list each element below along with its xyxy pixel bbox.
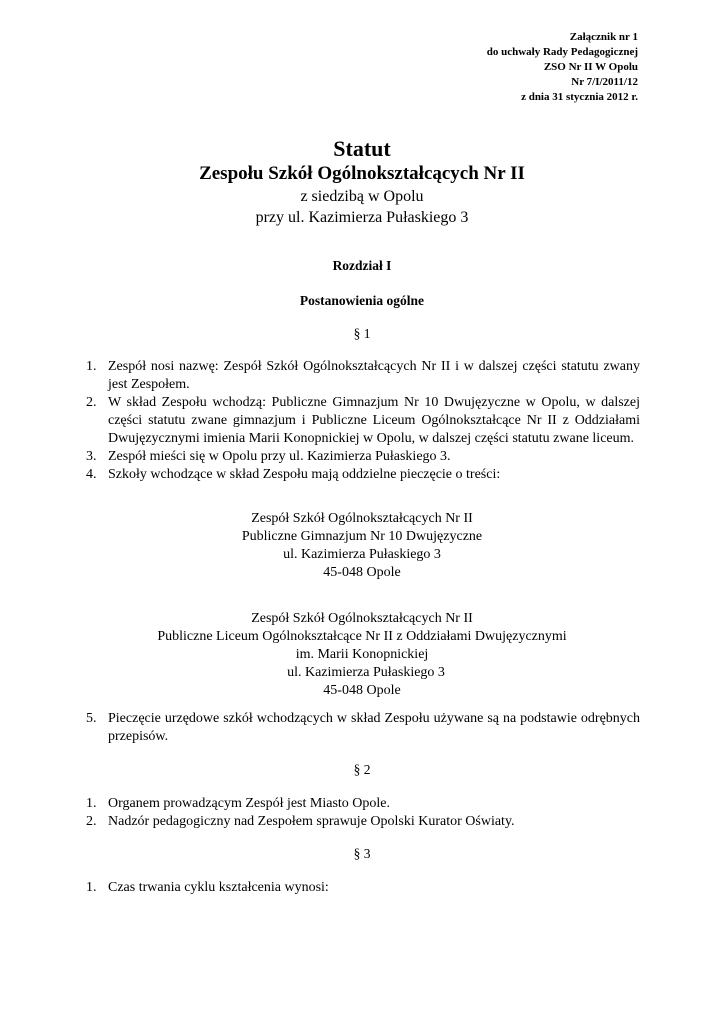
list-item (86, 879, 640, 897)
stamp-liceum (0, 610, 724, 700)
title-seat: z siedzibą w Opolu (300, 188, 424, 205)
item-text: Pieczęcie urzędowe szkół wchodzących w skład Zespołu używane są na podstawie odrębnych przepisów. (108, 711, 640, 744)
chapter-name: Postanowienia ogólne (299, 293, 425, 308)
item-number: 3. (86, 449, 97, 464)
item-text: Szkoły wchodzące w skład Zespołu mają oddzielne pieczęcie o treści: (108, 467, 501, 482)
stamp-line: ul. Kazimierza Pułaskiego 3 (287, 665, 445, 680)
section3-list (86, 879, 640, 897)
section2-list (86, 795, 640, 831)
item-number: 4. (86, 467, 97, 482)
item-number: 2. (86, 395, 97, 410)
item-text: Nadzór pedagogiczny nad Zespołem sprawuje Opolski Kurator Oświaty. (108, 814, 515, 829)
list-item (86, 795, 640, 813)
section-heading: § 3 (353, 846, 371, 861)
attachment-line: do uchwały Rady Pedagogicznej (486, 46, 638, 58)
attachment-line: Załącznik nr 1 (569, 31, 638, 43)
attachment-line: ZSO Nr II W Opolu (543, 61, 638, 73)
item-text: Czas trwania cyklu kształcenia wynosi: (108, 880, 329, 895)
section-heading: § 1 (353, 326, 371, 341)
section1-list (86, 358, 640, 484)
stamp-line: Zespół Szkół Ogólnokształcących Nr II (251, 611, 473, 626)
document-subtitle: Zespołu Szkół Ogólnokształcących Nr II (199, 163, 525, 184)
item-text: Zespół mieści się w Opolu przy ul. Kazimierza Pułaskiego 3. (108, 449, 451, 464)
stamp-line: 45-048 Opole (323, 565, 401, 580)
stamp-line: ul. Kazimierza Pułaskiego 3 (283, 547, 441, 562)
list-item (86, 358, 640, 394)
attachment-line: z dnia 31 stycznia 2012 r. (521, 91, 638, 103)
list-item (86, 710, 640, 746)
list-item (86, 466, 640, 484)
document-title: Statut (333, 136, 391, 161)
stamp-line: Publiczne Liceum Ogólnokształcące Nr II z Oddziałami Dwujęzycznymi (157, 629, 567, 644)
stamp-line: Publiczne Gimnazjum Nr 10 Dwujęzyczne (241, 529, 483, 544)
item-number: 1. (86, 359, 97, 374)
item-number: 5. (86, 711, 97, 726)
stamp-gimnazjum (0, 510, 724, 582)
item-text: Organem prowadzącym Zespół jest Miasto Opole. (108, 796, 391, 811)
item-text: Zespół nosi nazwę: Zespół Szkół Ogólnokształcących Nr II i w dalszej części statutu zwany jest Zespołem. (108, 359, 640, 392)
list-item (86, 394, 640, 448)
stamp-line: 45-048 Opole (323, 683, 401, 698)
title-block (0, 136, 724, 228)
stamp-line: im. Marii Konopnickiej (295, 647, 429, 662)
list-item (86, 813, 640, 831)
attachment-header (487, 30, 638, 105)
section1-list-continued (86, 710, 640, 746)
item-number: 2. (86, 814, 97, 829)
title-address: przy ul. Kazimierza Pułaskiego 3 (255, 209, 469, 226)
chapter-label: Rozdział I (332, 258, 392, 273)
section-heading: § 2 (353, 762, 371, 777)
attachment-line: Nr 7/I/2011/12 (571, 76, 638, 88)
stamp-line: Zespół Szkół Ogólnokształcących Nr II (251, 511, 473, 526)
item-number: 1. (86, 880, 97, 895)
item-number: 1. (86, 796, 97, 811)
item-text: W skład Zespołu wchodzą: Publiczne Gimnazjum Nr 10 Dwujęzyczne w Opolu, w dalszej części statutu zwane gimnazjum i Publiczne Liceum Ogólnokształcące Nr II z Oddziałami Dwujęzycznymi imienia Marii Konopnickiej w Opolu, w dalszej części statutu zwane liceum. (108, 395, 640, 446)
list-item (86, 448, 640, 466)
